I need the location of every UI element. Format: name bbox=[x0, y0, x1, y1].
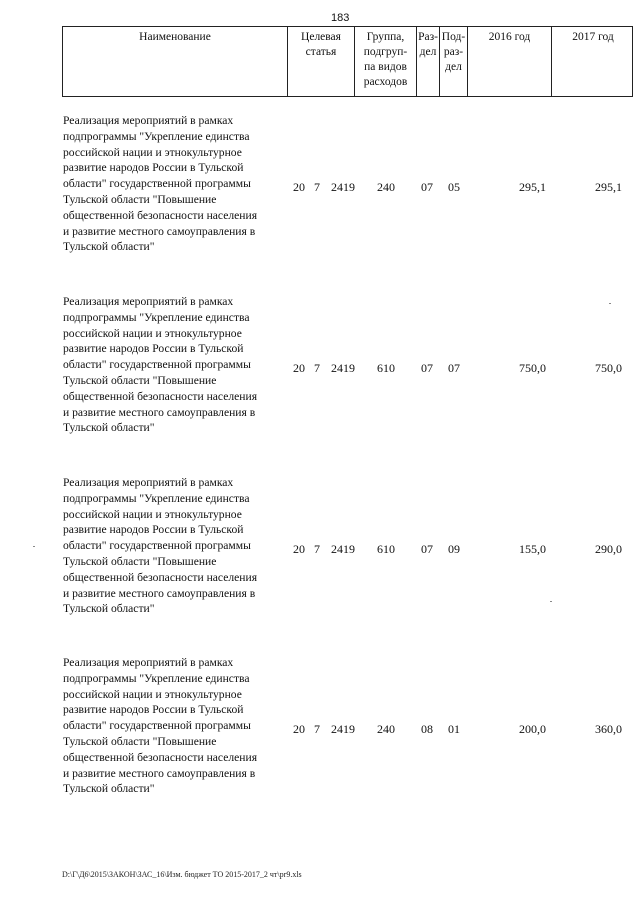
value-2016: 200,0 bbox=[519, 722, 546, 736]
target-code-3: 2419 bbox=[331, 722, 355, 736]
scan-speck bbox=[550, 601, 552, 602]
header-2017: 2017 год bbox=[572, 31, 614, 43]
section: 07 bbox=[421, 180, 433, 194]
subsection: 01 bbox=[448, 722, 460, 736]
expense-group: 240 bbox=[377, 180, 395, 194]
target-code-2: 7 bbox=[314, 180, 320, 194]
header-target-article: Целевая статья bbox=[288, 27, 355, 96]
expense-group: 610 bbox=[377, 361, 395, 375]
target-code-1: 20 bbox=[293, 361, 305, 375]
table-row bbox=[0, 655, 640, 825]
value-2017: 295,1 bbox=[595, 180, 622, 194]
header-expense-group: Группа, подгруп- па видов расходов bbox=[355, 27, 417, 96]
subsection: 05 bbox=[448, 180, 460, 194]
row-name: Реализация мероприятий в рамках подпрограммы "Укрепление единства российской нации и этнокультурное развитие народов России в Тульской области" государственной программы Тульской области "Повышение общественной безопасности населения и развитие местного самоуправления в Тульской области" bbox=[63, 656, 258, 796]
target-code-2: 7 bbox=[314, 542, 320, 556]
header-section: Раз- дел bbox=[417, 27, 440, 96]
scan-speck bbox=[33, 546, 35, 547]
value-2017: 360,0 bbox=[595, 722, 622, 736]
subsection: 09 bbox=[448, 542, 460, 556]
target-code-3: 2419 bbox=[331, 361, 355, 375]
table-row bbox=[0, 294, 640, 464]
expense-group: 240 bbox=[377, 722, 395, 736]
target-code-2: 7 bbox=[314, 361, 320, 375]
target-code-1: 20 bbox=[293, 542, 305, 556]
value-2016: 750,0 bbox=[519, 361, 546, 375]
header-name: Наименование bbox=[63, 27, 288, 96]
header-2016: 2016 год bbox=[468, 27, 552, 96]
expense-group: 610 bbox=[377, 542, 395, 556]
value-2017: 750,0 bbox=[595, 361, 622, 375]
table-header bbox=[62, 26, 633, 97]
section: 07 bbox=[421, 361, 433, 375]
value-2016: 155,0 bbox=[519, 542, 546, 556]
file-path-footer: D:\Г\Д6\2015\ЗАКОН\ЗАС_16\Изм. бюджет ТО 2015-2017_2 чт\pr9.xls bbox=[62, 870, 302, 879]
header-subsection: Под- раз- дел bbox=[440, 27, 468, 96]
scan-speck bbox=[609, 303, 611, 304]
page-number: 183 bbox=[331, 12, 350, 24]
target-code-3: 2419 bbox=[331, 180, 355, 194]
target-code-2: 7 bbox=[314, 722, 320, 736]
section: 07 bbox=[421, 542, 433, 556]
subsection: 07 bbox=[448, 361, 460, 375]
section: 08 bbox=[421, 722, 433, 736]
table-row bbox=[0, 113, 640, 283]
target-code-1: 20 bbox=[293, 180, 305, 194]
row-name: Реализация мероприятий в рамках подпрограммы "Укрепление единства российской нации и этнокультурное развитие народов России в Тульской области" государственной программы Тульской области "Повышение общественной безопасности населения и развитие местного самоуправления в Тульской области" bbox=[63, 476, 258, 616]
table-row bbox=[0, 475, 640, 645]
value-2017: 290,0 bbox=[595, 542, 622, 556]
row-name: Реализация мероприятий в рамках подпрограммы "Укрепление единства российской нации и этнокультурное развитие народов России в Тульской области" государственной программы Тульской области "Повышение общественной безопасности населения и развитие местного самоуправления в Тульской области" bbox=[63, 295, 258, 435]
row-name: Реализация мероприятий в рамках подпрограммы "Укрепление единства российской нации и этнокультурное развитие народов России в Тульской области" государственной программы Тульской области "Повышение общественной безопасности населения и развитие местного самоуправления в Тульской области" bbox=[63, 114, 258, 254]
target-code-3: 2419 bbox=[331, 542, 355, 556]
value-2016: 295,1 bbox=[519, 180, 546, 194]
target-code-1: 20 bbox=[293, 722, 305, 736]
